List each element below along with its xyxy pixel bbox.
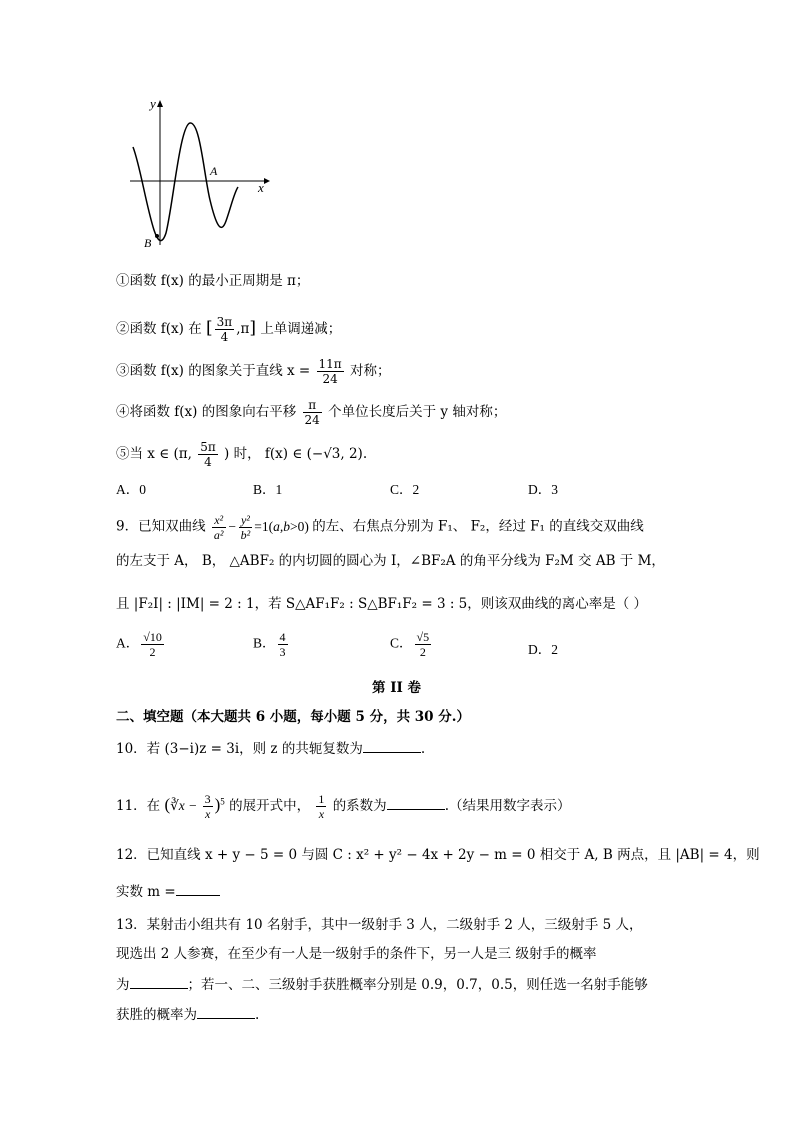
q9-line-1 <box>116 513 644 542</box>
fraction-num: 1 <box>318 792 325 806</box>
fraction <box>303 398 322 427</box>
statement-4 <box>116 398 506 427</box>
q9-option-c <box>390 630 433 659</box>
x-axis-arrow <box>264 178 270 184</box>
statement-3-suffix: 对称； <box>349 363 391 379</box>
binomial-expression: (∛x − $\frac{3}{x}$ )$^5$ <box>164 792 225 822</box>
fraction-num: π <box>303 398 322 413</box>
point-a-label: A <box>210 164 218 178</box>
fraction-den: 24 <box>304 413 320 427</box>
q11-tail: .（结果用数字表示） <box>444 798 571 814</box>
section-title: 第 II 卷 <box>372 680 422 696</box>
fraction-den: 2 <box>419 645 426 659</box>
q10-end: . <box>420 741 426 757</box>
option-label: C． <box>390 635 413 651</box>
interval-tail: ,π <box>236 321 250 337</box>
hyperbola-equation: $\frac{\text{x²}}{\text{a²}}$ − $\frac{\text{y²}}{\text{b²}}$ =1(a,b>0) <box>213 513 309 542</box>
fraction-num: 3π <box>216 315 233 329</box>
q9-option-a <box>116 630 166 659</box>
fraction-den: 4 <box>204 455 212 469</box>
fraction-num: √5 <box>416 630 430 644</box>
q9-line-3: 且 |F₂I| : |IM| = 2 : 1，若 S△AF₁F₂ : S△BF₁F₂ = 3 : 5，则该双曲线的离心率是（ ） <box>116 596 648 612</box>
answer-blank[interactable] <box>363 740 421 753</box>
q13-line-3-prefix: 为 <box>116 977 130 993</box>
answer-blank[interactable] <box>387 797 445 810</box>
fraction-den: x <box>318 807 325 821</box>
answer-blank[interactable] <box>197 1006 255 1019</box>
section-heading: 二、填空题（本大题共 6 小题，每小题 5 分，共 30 分.） <box>116 709 470 725</box>
q8-option-a: A．0 <box>116 482 146 497</box>
statement-3-prefix: ③函数 f(x) 的图象关于直线 x = <box>116 363 311 379</box>
fraction-num: 5π <box>200 440 216 454</box>
fraction-num: √10 <box>143 630 162 644</box>
statement-4-suffix: 个单位长度后关于 y 轴对称； <box>328 404 507 420</box>
q11-mid: 的展开式中， <box>229 798 311 814</box>
statement-2 <box>116 315 341 344</box>
q13-line-4-prefix: 获胜的概率为 <box>116 1007 197 1023</box>
fraction <box>316 792 326 821</box>
q9-line-2: 的左支于 A， B， △ABF₂ 的内切圆的圆心为 I，∠BF₂A 的角平分线为 F₂M 交 AB 于 M， <box>116 553 665 569</box>
option-label: A． <box>116 635 140 651</box>
fraction-den: 4 <box>220 330 229 344</box>
bracket-right: ] <box>249 318 257 338</box>
statement-5-prefix: ⑤当 x ∈ (π, <box>116 446 192 462</box>
statement-5 <box>116 440 367 469</box>
q11-post: 的系数为 <box>332 798 387 814</box>
fraction <box>317 357 344 386</box>
q13-line-3 <box>116 976 648 994</box>
fraction <box>198 440 218 469</box>
q13-line-2: 现选出 2 人参赛，在至少有一人是一级射手的条件下，另一人是三 级射手的概率 <box>116 946 597 962</box>
fraction <box>215 315 235 344</box>
q11-line <box>116 792 570 821</box>
answer-blank[interactable] <box>176 883 220 896</box>
q13-line-3-suffix: ；若一、二、三级射手获胜概率分别是 0.9，0.7，0.5，则任选一名射手能够 <box>187 977 648 993</box>
q10-text: 10．若 (3−i)z = 3i，则 z 的共轭复数为 <box>116 741 363 757</box>
sine-curve <box>133 123 238 241</box>
q9-option-b <box>253 630 290 659</box>
statement-4-prefix: ④将函数 f(x) 的图象向右平移 <box>116 404 297 420</box>
fraction-num: 4 <box>279 630 286 644</box>
q13-line-4 <box>116 1006 259 1024</box>
fraction-den: 3 <box>279 645 286 659</box>
fraction-num: 11π <box>318 357 342 371</box>
q12-line-2 <box>116 883 220 901</box>
fraction-den: 2 <box>149 645 156 659</box>
q9-option-d: D．2 <box>528 642 558 657</box>
x-axis-label: x <box>258 180 264 195</box>
q8-option-c: C．2 <box>390 482 420 497</box>
statement-5-suffix: ) 时， f(x) ∈ (−√3, 2). <box>224 446 368 462</box>
bracket-left: [ <box>206 318 213 338</box>
q8-option-b: B．1 <box>253 482 283 497</box>
fraction-den: 24 <box>322 372 338 386</box>
statement-2-prefix: ②函数 f(x) 在 <box>116 321 202 337</box>
q11-prefix: 11．在 <box>116 798 161 814</box>
option-label: B． <box>253 635 276 651</box>
q13-line-4-suffix: . <box>255 1007 260 1023</box>
y-axis-label: y <box>150 96 156 111</box>
statement-3 <box>116 357 390 386</box>
point-b <box>155 234 159 238</box>
q9-line-1-suffix: 的左、右焦点分别为 F₁、 F₂，经过 F₁ 的直线交双曲线 <box>312 518 644 535</box>
point-b-label: B <box>144 236 152 250</box>
statement-2-suffix: 上单调递减； <box>260 321 342 337</box>
statement-1: ①函数 f(x) 的最小正周期是 π； <box>116 273 310 289</box>
q9-prefix: 9．已知双曲线 <box>116 518 206 535</box>
q13-line-1: 13．某射击小组共有 10 名射手，其中一级射手 3 人，二级射手 2 人，三级射手 5 人， <box>116 917 643 933</box>
y-axis-arrow <box>157 100 163 107</box>
sine-graph <box>118 95 278 255</box>
q12-line-2-prefix: 实数 m = <box>116 884 176 900</box>
answer-blank[interactable] <box>130 976 188 989</box>
q10-line <box>116 740 425 758</box>
q8-option-d: D．3 <box>528 482 558 497</box>
q12-line-1: 12．已知直线 x + y − 5 = 0 与圆 C : x² + y² − 4x + 2y − m = 0 相交于 A, B 两点，且 |AB| = 4，则 <box>116 847 760 863</box>
